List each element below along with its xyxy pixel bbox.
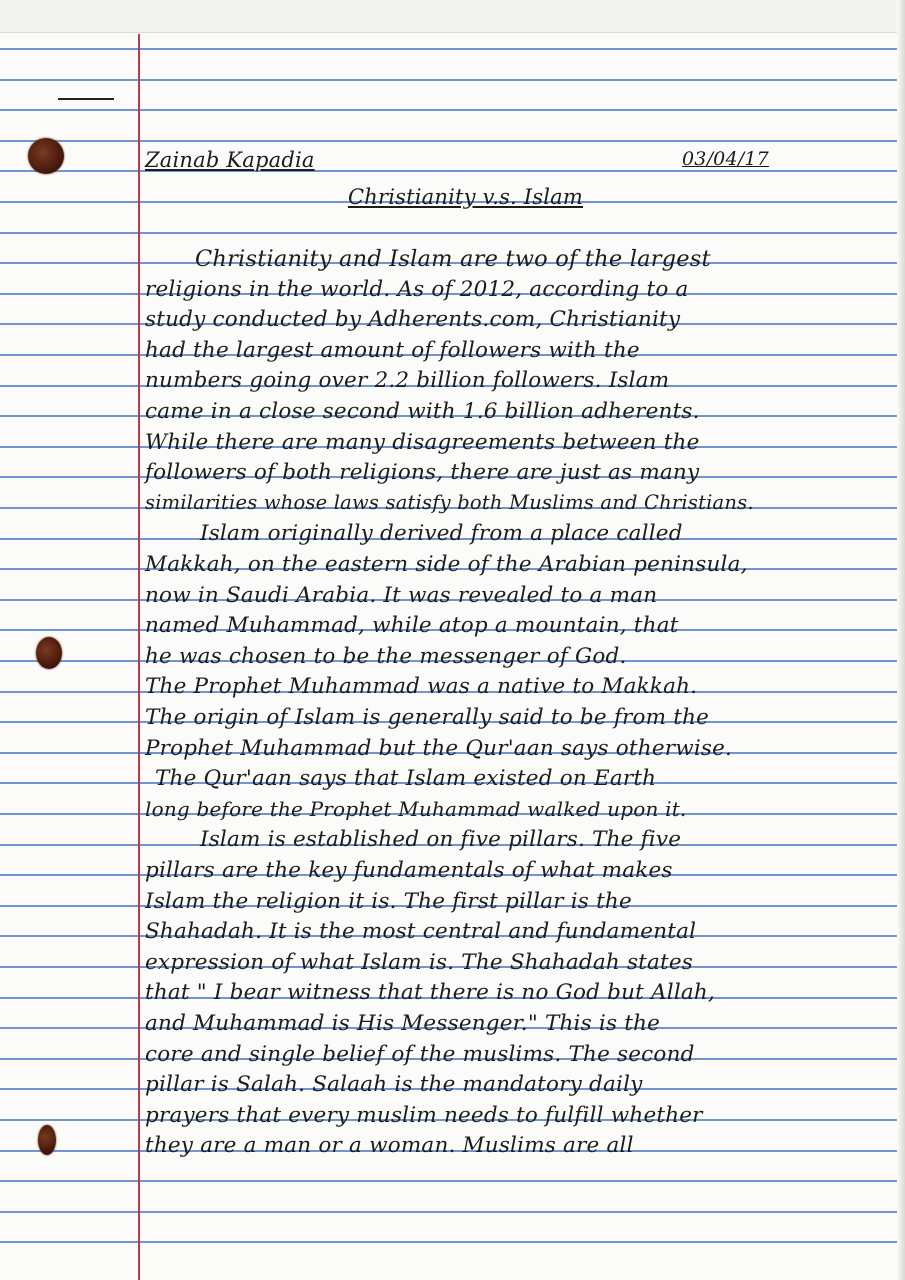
essay-title: Christianity v.s. Islam: [348, 185, 584, 209]
essay-line: that " I bear witness that there is no God but Allah,: [145, 980, 716, 1005]
essay-line: pillar is Salah. Salaah is the mandatory daily: [145, 1072, 643, 1097]
ruled-line: [0, 170, 905, 172]
essay-line: core and single belief of the muslims. The second: [145, 1042, 695, 1067]
essay-date: 03/04/17: [682, 148, 769, 170]
binder-hole-middle: [36, 637, 62, 669]
ruled-line: [0, 1180, 905, 1182]
essay-line: Islam originally derived from a place called: [200, 521, 683, 546]
page-edge-shadow: [897, 0, 905, 1280]
ruled-line: [0, 109, 905, 111]
essay-line: While there are many disagreements between the: [145, 430, 700, 455]
student-name: Zainab Kapadia: [145, 148, 315, 172]
essay-line: Islam the religion it is. The first pillar is the: [145, 889, 632, 914]
binder-hole-top: [28, 138, 64, 174]
ruled-line: [0, 1211, 905, 1213]
essay-line: had the largest amount of followers with the: [145, 338, 640, 363]
essay-line: The Prophet Muhammad was a native to Makkah.: [145, 674, 698, 699]
essay-line: Prophet Muhammad but the Qur'aan says otherwise.: [145, 736, 733, 761]
binder-hole-bottom: [38, 1125, 56, 1155]
essay-line: religions in the world. As of 2012, according to a: [145, 277, 689, 302]
page-top-edge: [0, 0, 905, 33]
ruled-line: [0, 79, 905, 81]
ruled-line: [0, 1241, 905, 1243]
essay-line: he was chosen to be the messenger of God.: [145, 644, 627, 669]
essay-line: came in a close second with 1.6 billion adherents.: [145, 399, 700, 424]
ruled-line: [0, 48, 905, 50]
essay-line: study conducted by Adherents.com, Christianity: [145, 307, 681, 332]
essay-line: Makkah, on the eastern side of the Arabian peninsula,: [145, 552, 748, 577]
margin-line: [138, 34, 140, 1280]
essay-line: The origin of Islam is generally said to be from the: [145, 705, 710, 730]
essay-line: now in Saudi Arabia. It was revealed to a man: [145, 583, 658, 608]
essay-line: prayers that every muslim needs to fulfill whether: [145, 1103, 703, 1128]
ruled-line: [0, 140, 905, 142]
essay-line: named Muhammad, while atop a mountain, that: [145, 613, 679, 638]
essay-line: Islam is established on five pillars. The five: [200, 827, 682, 852]
pen-dash-mark: [58, 98, 114, 100]
essay-line: and Muhammad is His Messenger." This is the: [145, 1011, 661, 1036]
essay-line: The Qur'aan says that Islam existed on Earth: [155, 766, 657, 791]
ruled-line: [0, 232, 905, 234]
essay-line: they are a man or a woman. Muslims are all: [145, 1133, 634, 1158]
essay-line: similarities whose laws satisfy both Muslims and Christians.: [145, 491, 754, 514]
essay-line: Shahadah. It is the most central and fundamental: [145, 919, 697, 944]
essay-line: pillars are the key fundamentals of what makes: [145, 858, 673, 883]
essay-line: numbers going over 2.2 billion followers. Islam: [145, 368, 670, 393]
essay-line: expression of what Islam is. The Shahadah states: [145, 950, 694, 975]
essay-line: Christianity and Islam are two of the largest: [195, 246, 711, 272]
essay-line: followers of both religions, there are just as many: [145, 460, 700, 485]
essay-line: long before the Prophet Muhammad walked upon it.: [145, 797, 687, 821]
